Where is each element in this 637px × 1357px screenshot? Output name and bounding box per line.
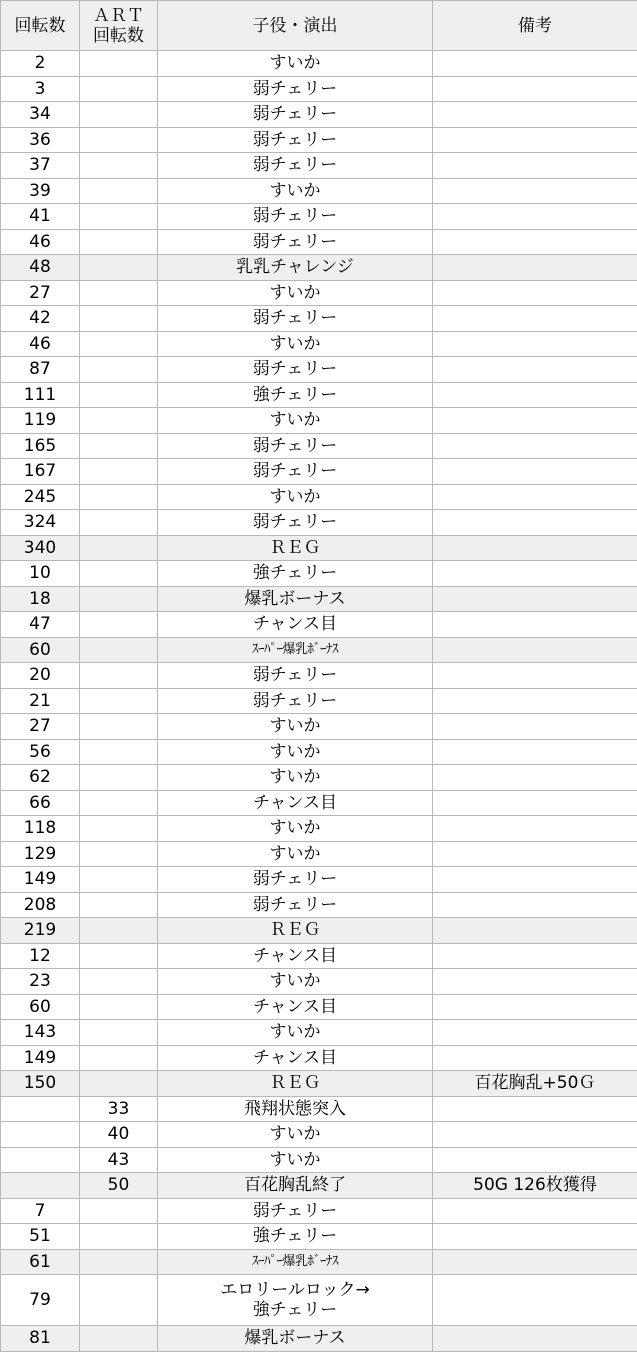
table-row: [1, 1326, 637, 1352]
cell-spins: 10: [1, 561, 80, 587]
cell-role: 弱チェリー: [158, 76, 433, 102]
cell-art-spins: [80, 867, 158, 893]
cell-notes: [433, 484, 637, 510]
cell-role: すいか: [158, 969, 433, 995]
table-row: [1, 484, 637, 510]
cell-role: ＲＥＧ: [158, 535, 433, 561]
cell-notes: [433, 637, 637, 663]
cell-spins: 219: [1, 918, 80, 944]
table-row: [1, 1020, 637, 1046]
cell-notes: [433, 535, 637, 561]
cell-spins: 56: [1, 739, 80, 765]
cell-notes: [433, 127, 637, 153]
cell-art-spins: [80, 1198, 158, 1224]
cell-role: 弱チェリー: [158, 867, 433, 893]
cell-notes: [433, 331, 637, 357]
header-art-line1: ＡＲＴ: [93, 5, 144, 26]
table-row: [1, 127, 637, 153]
cell-art-spins: [80, 204, 158, 230]
cell-notes: [433, 153, 637, 179]
cell-notes: 50G 126枚獲得: [433, 1173, 637, 1199]
cell-art-spins: [80, 76, 158, 102]
cell-art-spins: [80, 280, 158, 306]
table-row: [1, 1173, 637, 1199]
table-row: [1, 739, 637, 765]
cell-notes: [433, 510, 637, 536]
cell-spins: 340: [1, 535, 80, 561]
cell-role: 弱チェリー: [158, 433, 433, 459]
cell-art-spins: [80, 178, 158, 204]
cell-art-spins: [80, 561, 158, 587]
cell-art-spins: [80, 306, 158, 332]
cell-art-spins: [80, 1045, 158, 1071]
cell-spins: 324: [1, 510, 80, 536]
cell-role: すいか: [158, 1147, 433, 1173]
table-row: [1, 178, 637, 204]
cell-spins: 119: [1, 408, 80, 434]
table-row: [1, 612, 637, 638]
cell-spins: 87: [1, 357, 80, 383]
cell-notes: [433, 612, 637, 638]
cell-spins: 47: [1, 612, 80, 638]
table-row: [1, 76, 637, 102]
cell-notes: [433, 76, 637, 102]
cell-notes: [433, 280, 637, 306]
cell-art-spins: [80, 816, 158, 842]
cell-spins: [1, 1122, 80, 1148]
cell-role: チャンス目: [158, 790, 433, 816]
cell-spins: 7: [1, 1198, 80, 1224]
cell-role: すいか: [158, 408, 433, 434]
cell-notes: [433, 918, 637, 944]
cell-art-spins: [80, 229, 158, 255]
cell-role: チャンス目: [158, 612, 433, 638]
cell-role: 弱チェリー: [158, 510, 433, 536]
cell-art-spins: [80, 841, 158, 867]
cell-spins: 143: [1, 1020, 80, 1046]
cell-art-spins: [80, 127, 158, 153]
header-spins: 回転数: [1, 1, 80, 51]
cell-art-spins: 50: [80, 1173, 158, 1199]
cell-spins: 81: [1, 1326, 80, 1352]
cell-role: すいか: [158, 1020, 433, 1046]
table-row: [1, 892, 637, 918]
cell-art-spins: [80, 433, 158, 459]
cell-notes: [433, 408, 637, 434]
cell-role: 弱チェリー: [158, 663, 433, 689]
cell-role-line1: エロリールロック→: [220, 1280, 370, 1300]
cell-role: ｽｰﾊﾟｰ爆乳ﾎﾞｰﾅｽ: [158, 637, 433, 663]
cell-art-spins: [80, 663, 158, 689]
cell-notes: [433, 229, 637, 255]
cell-notes: [433, 382, 637, 408]
cell-art-spins: [80, 102, 158, 128]
table-row: [1, 510, 637, 536]
cell-spins: 37: [1, 153, 80, 179]
cell-role: 強チェリー: [158, 561, 433, 587]
cell-spins: [1, 1147, 80, 1173]
cell-spins: 60: [1, 994, 80, 1020]
cell-notes: [433, 255, 637, 281]
table-row: [1, 357, 637, 383]
table-row: [1, 1071, 637, 1097]
cell-spins: 39: [1, 178, 80, 204]
cell-role-line2: 強チェリー: [252, 1300, 338, 1320]
cell-art-spins: [80, 943, 158, 969]
cell-spins: 208: [1, 892, 80, 918]
table-row: [1, 714, 637, 740]
cell-art-spins: [80, 969, 158, 995]
cell-role: 弱チェリー: [158, 688, 433, 714]
cell-role: すいか: [158, 765, 433, 791]
cell-art-spins: [80, 255, 158, 281]
cell-notes: [433, 969, 637, 995]
header-art-spins: [80, 1, 158, 51]
cell-role: すいか: [158, 331, 433, 357]
cell-spins: 150: [1, 1071, 80, 1097]
cell-notes: [433, 688, 637, 714]
cell-notes: 百花胸乱+50Ｇ: [433, 1071, 637, 1097]
cell-spins: 27: [1, 714, 80, 740]
cell-notes: [433, 433, 637, 459]
cell-art-spins: [80, 331, 158, 357]
table-row: [1, 204, 637, 230]
cell-art-spins: [80, 1020, 158, 1046]
cell-art-spins: [80, 382, 158, 408]
cell-spins: 41: [1, 204, 80, 230]
table-row: [1, 459, 637, 485]
cell-art-spins: [80, 1275, 158, 1326]
cell-spins: 48: [1, 255, 80, 281]
cell-spins: 149: [1, 867, 80, 893]
cell-role: 爆乳ボーナス: [158, 586, 433, 612]
header-role: 子役・演出: [158, 1, 433, 51]
cell-role: 飛翔状態突入: [158, 1096, 433, 1122]
table-row: [1, 1147, 637, 1173]
cell-spins: 61: [1, 1249, 80, 1275]
cell-role: すいか: [158, 739, 433, 765]
cell-role: ＲＥＧ: [158, 1071, 433, 1097]
cell-spins: 51: [1, 1224, 80, 1250]
table-row: [1, 1249, 637, 1275]
cell-spins: 20: [1, 663, 80, 689]
table-row: [1, 280, 637, 306]
cell-notes: [433, 1122, 637, 1148]
cell-art-spins: [80, 1326, 158, 1352]
cell-spins: 21: [1, 688, 80, 714]
cell-role: すいか: [158, 816, 433, 842]
cell-role: 弱チェリー: [158, 357, 433, 383]
cell-art-spins: [80, 612, 158, 638]
cell-art-spins: [80, 408, 158, 434]
table-row: [1, 408, 637, 434]
cell-notes: [433, 867, 637, 893]
cell-notes: [433, 204, 637, 230]
cell-spins: 18: [1, 586, 80, 612]
cell-art-spins: [80, 1224, 158, 1250]
table-row: [1, 1198, 637, 1224]
cell-art-spins: [80, 586, 158, 612]
cell-spins: 129: [1, 841, 80, 867]
cell-role: 弱チェリー: [158, 306, 433, 332]
cell-role: 弱チェリー: [158, 127, 433, 153]
header-art-line2: 回転数: [93, 25, 144, 46]
cell-notes: [433, 1147, 637, 1173]
table-row: [1, 1045, 637, 1071]
cell-art-spins: [80, 510, 158, 536]
table-row: [1, 969, 637, 995]
cell-notes: [433, 306, 637, 332]
cell-role: すいか: [158, 51, 433, 77]
cell-spins: 167: [1, 459, 80, 485]
table-row: [1, 382, 637, 408]
cell-notes: [433, 586, 637, 612]
cell-role: すいか: [158, 841, 433, 867]
table-row: [1, 841, 637, 867]
cell-spins: 111: [1, 382, 80, 408]
cell-art-spins: [80, 688, 158, 714]
cell-spins: 118: [1, 816, 80, 842]
cell-art-spins: [80, 51, 158, 77]
table-row: [1, 102, 637, 128]
cell-notes: [433, 1020, 637, 1046]
cell-notes: [433, 1198, 637, 1224]
cell-role: 弱チェリー: [158, 153, 433, 179]
cell-spins: [1, 1173, 80, 1199]
cell-role: 弱チェリー: [158, 204, 433, 230]
cell-notes: [433, 943, 637, 969]
cell-notes: [433, 1275, 637, 1326]
cell-art-spins: [80, 714, 158, 740]
cell-role: すいか: [158, 178, 433, 204]
cell-notes: [433, 459, 637, 485]
table-row: [1, 331, 637, 357]
cell-role: 弱チェリー: [158, 892, 433, 918]
cell-notes: [433, 1096, 637, 1122]
cell-spins: 60: [1, 637, 80, 663]
cell-role: ＲＥＧ: [158, 918, 433, 944]
cell-notes: [433, 1045, 637, 1071]
table-row: [1, 1224, 637, 1250]
table-row: [1, 816, 637, 842]
cell-notes: [433, 994, 637, 1020]
table-row: [1, 255, 637, 281]
cell-art-spins: [80, 765, 158, 791]
cell-spins: 12: [1, 943, 80, 969]
table-row: [1, 1275, 637, 1326]
cell-role: 弱チェリー: [158, 102, 433, 128]
table-row: [1, 790, 637, 816]
cell-art-spins: [80, 994, 158, 1020]
cell-role: チャンス目: [158, 994, 433, 1020]
cell-spins: 2: [1, 51, 80, 77]
cell-spins: 27: [1, 280, 80, 306]
cell-spins: 34: [1, 102, 80, 128]
cell-art-spins: 43: [80, 1147, 158, 1173]
header-notes: 備考: [433, 1, 637, 51]
cell-notes: [433, 663, 637, 689]
table-row: [1, 637, 637, 663]
cell-role: 弱チェリー: [158, 459, 433, 485]
cell-spins: 3: [1, 76, 80, 102]
cell-notes: [433, 561, 637, 587]
cell-notes: [433, 1326, 637, 1352]
table-row: [1, 51, 637, 77]
cell-notes: [433, 816, 637, 842]
cell-role: 強チェリー: [158, 1224, 433, 1250]
cell-spins: 36: [1, 127, 80, 153]
cell-art-spins: [80, 459, 158, 485]
table-row: [1, 1096, 637, 1122]
table-row: [1, 153, 637, 179]
cell-role: すいか: [158, 714, 433, 740]
table-row: [1, 229, 637, 255]
cell-spins: 149: [1, 1045, 80, 1071]
cell-notes: [433, 765, 637, 791]
cell-role: [158, 1275, 433, 1326]
table-row: [1, 994, 637, 1020]
cell-notes: [433, 1249, 637, 1275]
cell-notes: [433, 102, 637, 128]
cell-role: すいか: [158, 1122, 433, 1148]
table-row: [1, 561, 637, 587]
cell-role: ｽｰﾊﾟｰ爆乳ﾎﾞｰﾅｽ: [158, 1249, 433, 1275]
cell-spins: 62: [1, 765, 80, 791]
cell-art-spins: [80, 1249, 158, 1275]
cell-art-spins: [80, 357, 158, 383]
table-row: [1, 688, 637, 714]
cell-art-spins: [80, 535, 158, 561]
cell-spins: 23: [1, 969, 80, 995]
cell-role: チャンス目: [158, 943, 433, 969]
cell-role: 強チェリー: [158, 382, 433, 408]
cell-role: すいか: [158, 484, 433, 510]
table-row: [1, 918, 637, 944]
cell-notes: [433, 178, 637, 204]
cell-art-spins: [80, 153, 158, 179]
cell-notes: [433, 51, 637, 77]
table-row: [1, 943, 637, 969]
header-row: [1, 1, 637, 51]
cell-notes: [433, 357, 637, 383]
cell-art-spins: [80, 918, 158, 944]
cell-notes: [433, 1224, 637, 1250]
cell-role: 乳乳チャレンジ: [158, 255, 433, 281]
cell-notes: [433, 790, 637, 816]
cell-notes: [433, 739, 637, 765]
cell-notes: [433, 841, 637, 867]
cell-art-spins: [80, 484, 158, 510]
cell-spins: 42: [1, 306, 80, 332]
cell-art-spins: [80, 637, 158, 663]
cell-spins: 165: [1, 433, 80, 459]
table-row: [1, 663, 637, 689]
cell-spins: 79: [1, 1275, 80, 1326]
cell-role: チャンス目: [158, 1045, 433, 1071]
table-row: [1, 765, 637, 791]
cell-spins: [1, 1096, 80, 1122]
cell-art-spins: [80, 1071, 158, 1097]
table-body: [1, 51, 637, 1352]
cell-spins: 46: [1, 229, 80, 255]
table-row: [1, 433, 637, 459]
table-row: [1, 535, 637, 561]
table-row: [1, 306, 637, 332]
cell-role: 百花胸乱終了: [158, 1173, 433, 1199]
cell-art-spins: 33: [80, 1096, 158, 1122]
cell-art-spins: [80, 892, 158, 918]
cell-role: 爆乳ボーナス: [158, 1326, 433, 1352]
cell-spins: 66: [1, 790, 80, 816]
table-row: [1, 586, 637, 612]
cell-role: 弱チェリー: [158, 1198, 433, 1224]
cell-art-spins: [80, 790, 158, 816]
cell-art-spins: 40: [80, 1122, 158, 1148]
cell-notes: [433, 714, 637, 740]
cell-spins: 46: [1, 331, 80, 357]
table-row: [1, 867, 637, 893]
cell-notes: [433, 892, 637, 918]
cell-role: 弱チェリー: [158, 229, 433, 255]
cell-spins: 245: [1, 484, 80, 510]
cell-art-spins: [80, 739, 158, 765]
table-row: [1, 1122, 637, 1148]
cell-role: すいか: [158, 280, 433, 306]
